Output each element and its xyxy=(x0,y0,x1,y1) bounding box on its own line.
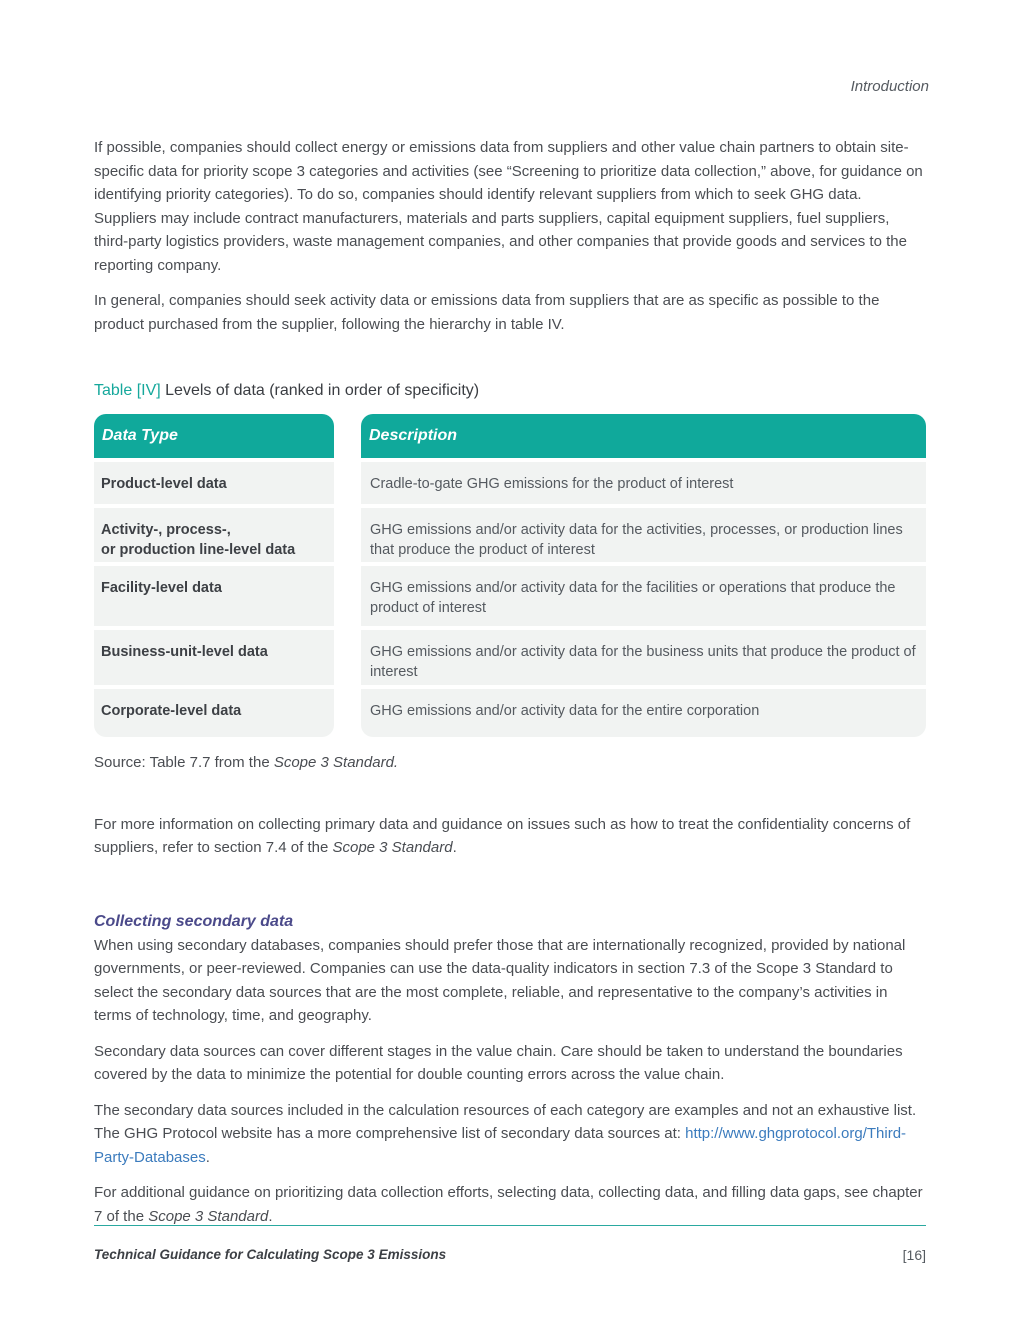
main-content xyxy=(94,136,926,1240)
table-row xyxy=(94,689,926,737)
secondary-paragraph-2: Secondary data sources can cover different stages in the value chain. Care should be taken to understand the boundaries covered by the data to minimize the potential for double counting errors across the value chain. xyxy=(94,1042,903,1083)
row-description: GHG emissions and/or activity data for the activities, processes, or production lines that produce the product of interest xyxy=(361,508,926,562)
table-row xyxy=(94,508,926,562)
secondary-paragraph-3-end: . xyxy=(205,1148,210,1166)
third-party-databases-link[interactable]: http://www.ghgprotocol.org/Third-Party-Databases xyxy=(94,1125,907,1166)
secondary-paragraph-3 xyxy=(94,1099,926,1170)
header-description: Description xyxy=(361,414,926,458)
header-data-type: Data Type xyxy=(94,414,334,458)
running-header: Introduction xyxy=(850,78,929,95)
more-info-paragraph xyxy=(94,813,926,860)
intro-paragraph-1: If possible, companies should collect energy or emissions data from suppliers and other value chain partners to obtain site-specific data for priority scope 3 categories and activities (see “Screening to prioritize data collection,” above, for guidance on identifying priority categories). To do so, companies should identify relevant suppliers from which to seek GHG data. Suppliers may include contract manufacturers, materials and parts suppliers, capital equipment suppliers, fuel suppliers, third-party logistics providers, waste management companies, and other companies that provide goods and services to the reporting company. xyxy=(94,139,923,274)
intro-paragraph-2: In general, companies should seek activity data or emissions data from suppliers that are as specific as possible to the product purchased from the supplier, following the hierarchy in table IV. xyxy=(94,292,880,333)
more-info-text: For more information on collecting primary data and guidance on issues such as how to treat the confidentiality concerns of suppliers, refer to section 7.4 of the xyxy=(94,815,911,856)
source-text: Source: Table 7.7 from the xyxy=(94,754,274,771)
page-number: [16] xyxy=(902,1247,926,1263)
table-row xyxy=(94,566,926,626)
row-data-type: Business-unit-level data xyxy=(94,630,334,685)
secondary-paragraph-4-end: . xyxy=(268,1207,273,1225)
more-info-reference: Scope 3 Standard xyxy=(332,839,453,856)
more-info-end: . xyxy=(452,839,457,856)
secondary-paragraph-4-text: For additional guidance on prioritizing data collection efforts, selecting data, collecting data, and filling data gaps, see chapter 7 of the xyxy=(94,1184,923,1225)
row-data-type xyxy=(94,508,334,562)
row-data-type: Product-level data xyxy=(94,462,334,504)
row-data-type: Corporate-level data xyxy=(94,689,334,737)
secondary-paragraph-4-reference: Scope 3 Standard xyxy=(148,1207,269,1225)
row-description: GHG emissions and/or activity data for the entire corporation xyxy=(361,689,926,737)
secondary-paragraph-1: When using secondary databases, companies should prefer those that are internationally recognized, provided by national governments, or peer-reviewed. Companies can use the data-quality indicators in section 7.3 of the Scope 3 Standard to select the secondary data sources that are the most complete, reliable, and representative to the company’s activities in terms of technology, time, and geography. xyxy=(94,936,906,1024)
table-caption xyxy=(94,382,926,400)
row-description: Cradle-to-gate GHG emissions for the product of interest xyxy=(361,462,926,504)
row-data-type: Facility-level data xyxy=(94,566,334,626)
table-title: Levels of data (ranked in order of specificity) xyxy=(165,382,480,399)
section-heading: Collecting secondary data xyxy=(94,912,294,930)
source-reference: Scope 3 Standard. xyxy=(273,754,399,771)
row-description: GHG emissions and/or activity data for the business units that produce the product of interest xyxy=(361,630,926,685)
table-source xyxy=(94,751,926,775)
secondary-paragraph-4 xyxy=(94,1181,926,1228)
table-label: Table [IV] xyxy=(94,382,161,399)
table-row xyxy=(94,462,926,504)
table-row xyxy=(94,630,926,685)
secondary-paragraph-3-text: The secondary data sources included in the calculation resources of each category are examples and not an exhaustive list. The GHG Protocol website has a more comprehensive list of secondary data sources at: xyxy=(94,1101,917,1142)
footer-title: Technical Guidance for Calculating Scope 3 Emissions xyxy=(94,1247,447,1262)
row-data-type-line: Activity-, process-, xyxy=(101,522,231,538)
row-data-type-line: or production line-level data xyxy=(101,542,296,558)
data-levels-table xyxy=(94,414,926,737)
footer-divider xyxy=(94,1225,926,1226)
table-header-row xyxy=(94,414,926,458)
row-description: GHG emissions and/or activity data for the facilities or operations that produce the product of interest xyxy=(361,566,926,626)
